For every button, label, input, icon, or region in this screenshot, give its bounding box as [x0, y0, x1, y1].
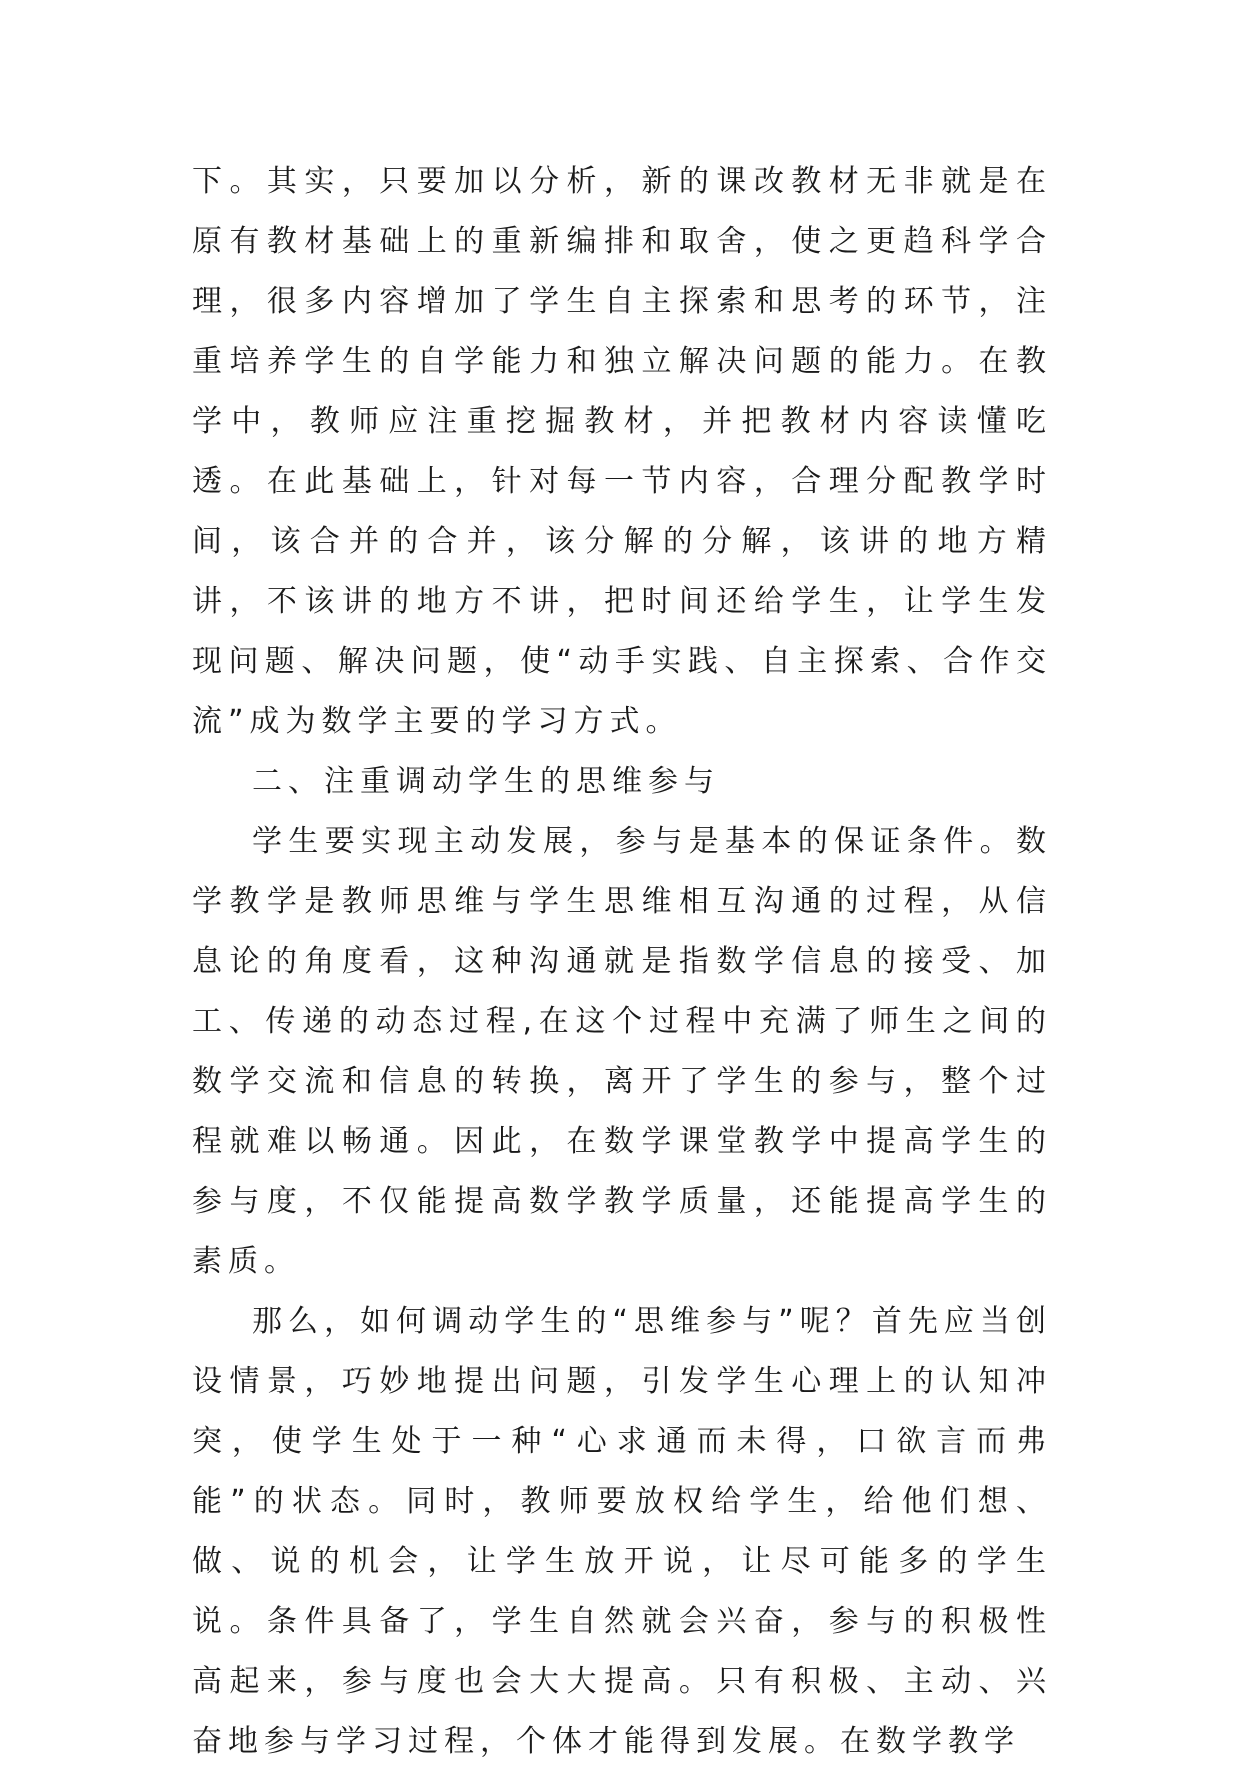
- paragraph-continuation: 下。其实，只要加以分析，新的课改教材无非就是在原有教材基础上的重新编排和取舍，使之更趋科学合理，很多内容增加了学生自主探索和思考的环节，注重培养学生的自学能力和独立解决问题的能力。在教学中，教师应注重挖掘教材，并把教材内容读懂吃透。在此基础上，针对每一节内容，合理分配教学时间，该合并的合并，该分解的分解，该讲的地方精讲，不该讲的地方不讲，把时间还给学生，让学生发现问题、解决问题，使“动手实践、自主探索、合作交流”成为数学主要的学习方式。: [192, 164, 1052, 739]
- section-heading: 二、注重调动学生的思维参与: [252, 764, 720, 799]
- document-body: [192, 152, 1052, 1772]
- paragraph-how-to-engage: 那么，如何调动学生的“思维参与”呢？首先应当创设情景，巧妙地提出问题，引发学生心理上的认知冲突，使学生处于一种“心求通而未得，口欲言而弗能”的状态。同时，教师要放权给学生，给他们想、做、说的机会，让学生放开说，让尽可能多的学生说。条件具备了，学生自然就会兴奋，参与的积极性高起来，参与度也会大大提高。只有积极、主动、兴奋地参与学习过程，个体才能得到发展。在数学教学: [192, 1304, 1052, 1759]
- paragraph-participation: 学生要实现主动发展，参与是基本的保证条件。数学教学是教师思维与学生思维相互沟通的过程，从信息论的角度看，这种沟通就是指数学信息的接受、加工、传递的动态过程,在这个过程中充满了师生之间的数学交流和信息的转换，离开了学生的参与，整个过程就难以畅通。因此，在数学课堂教学中提高学生的参与度，不仅能提高数学教学质量，还能提高学生的素质。: [192, 824, 1052, 1279]
